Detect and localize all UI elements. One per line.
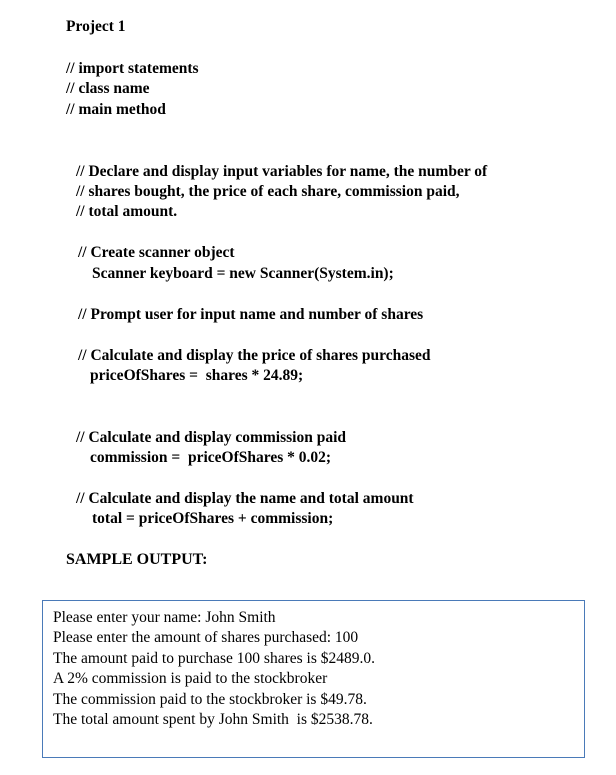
output-line-name: Please enter your name: John Smith	[53, 609, 276, 626]
output-line-commission-paid: The commission paid to the stockbroker is $49.78.	[53, 691, 367, 708]
comment-declare-line-1: // Declare and display input variables for name, the number of	[76, 163, 488, 180]
comment-declare-line-3: // total amount.	[76, 203, 178, 220]
comment-main-method: // main method	[66, 101, 166, 118]
output-line-shares: Please enter the amount of shares purchased: 100	[53, 629, 359, 646]
code-scanner-declaration: Scanner keyboard = new Scanner(System.in);	[92, 265, 394, 282]
code-price-of-shares: priceOfShares = shares * 24.89;	[90, 367, 304, 384]
comment-prompt-user: // Prompt user for input name and number of shares	[78, 306, 424, 323]
comment-class-name: // class name	[66, 80, 150, 97]
comment-create-scanner: // Create scanner object	[78, 244, 235, 261]
comment-calculate-price: // Calculate and display the price of shares purchased	[78, 347, 431, 364]
code-total: total = priceOfShares + commission;	[92, 510, 334, 527]
output-line-total-spent: The total amount spent by John Smith is $2538.78.	[53, 711, 373, 728]
output-line-commission-rate: A 2% commission is paid to the stockbroker	[53, 670, 328, 687]
comment-calculate-commission: // Calculate and display commission paid	[76, 429, 347, 446]
comment-import-statements: // import statements	[66, 60, 199, 77]
output-line-amount-paid: The amount paid to purchase 100 shares is $2489.0.	[53, 650, 375, 667]
sample-output-label: SAMPLE OUTPUT:	[66, 551, 208, 568]
project-title: Project 1	[66, 18, 126, 35]
sample-output-box	[42, 600, 585, 758]
comment-declare-line-2: // shares bought, the price of each share, commission paid,	[76, 183, 460, 200]
code-commission: commission = priceOfShares * 0.02;	[90, 449, 332, 466]
comment-calculate-total: // Calculate and display the name and total amount	[76, 490, 414, 507]
